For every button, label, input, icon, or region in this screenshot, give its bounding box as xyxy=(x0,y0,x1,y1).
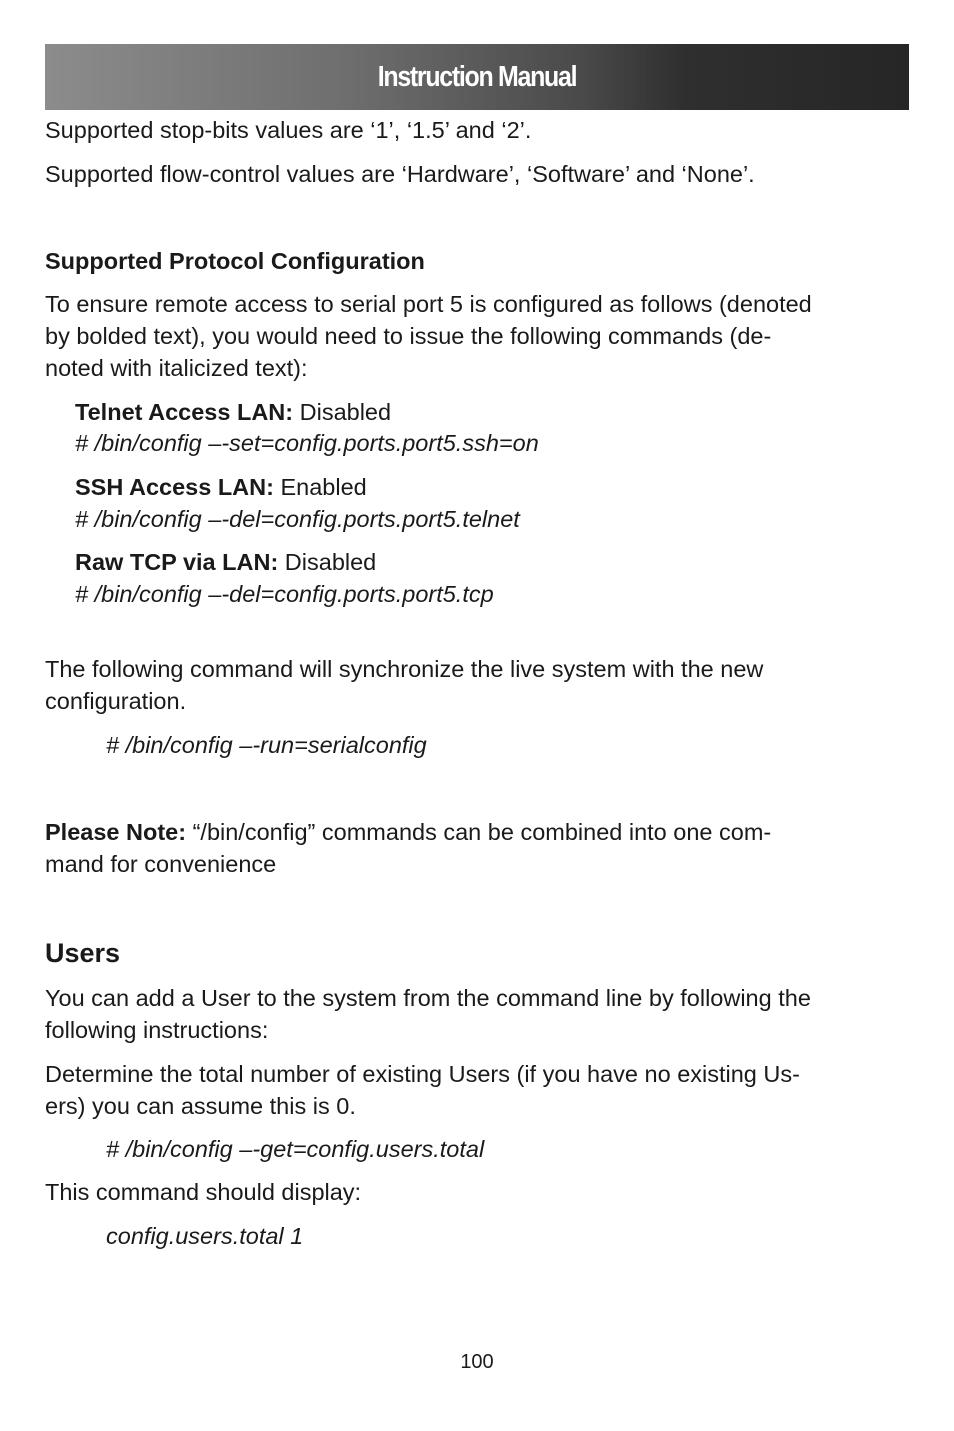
setting-label: Raw TCP via LAN: xyxy=(75,549,279,575)
setting-label: Telnet Access LAN: xyxy=(75,399,294,425)
protocol-para-line-2: by bolded text), you would need to issue the following commands (de- xyxy=(45,323,772,349)
sync-command: # /bin/config –-run=serialconfig xyxy=(106,732,427,758)
stop-bits-text: Supported stop-bits values are ‘1’, ‘1.5’ and ‘2’. xyxy=(45,117,532,143)
sync-para-line-1: The following command will synchronize the live system with the new xyxy=(45,656,764,682)
setting-value: Disabled xyxy=(293,399,392,425)
users-heading: Users xyxy=(45,938,121,968)
users-para1-line-1: You can add a User to the system from the command line by following the xyxy=(45,985,811,1011)
flow-control-text: Supported flow-control values are ‘Hardware’, ‘Software’ and ‘None’. xyxy=(45,161,755,187)
ssh-setting xyxy=(75,471,367,503)
users-command: # /bin/config –-get=config.users.total xyxy=(106,1136,485,1162)
raw-tcp-command: # /bin/config –-del=config.ports.port5.tcp xyxy=(75,581,494,607)
note-text: “/bin/config” commands can be combined into one com- xyxy=(186,819,772,845)
note-label: Please Note: xyxy=(45,819,187,845)
page-number: 100 xyxy=(460,1351,494,1373)
header-bar xyxy=(45,44,909,110)
note-line-1 xyxy=(45,816,771,848)
page-title: Instruction Manual xyxy=(377,61,577,93)
display-label: This command should display: xyxy=(45,1179,362,1205)
setting-value: Enabled xyxy=(273,474,367,500)
sync-para-line-2: configuration. xyxy=(45,688,187,714)
telnet-command: # /bin/config –-set=config.ports.port5.ssh=on xyxy=(75,430,539,456)
setting-value: Disabled xyxy=(278,549,377,575)
protocol-para-line-1: To ensure remote access to serial port 5 is configured as follows (denoted xyxy=(45,291,812,317)
users-para2-line-1: Determine the total number of existing Users (if you have no existing Us- xyxy=(45,1061,800,1087)
users-para2-line-2: ers) you can assume this is 0. xyxy=(45,1093,356,1119)
raw-tcp-setting xyxy=(75,546,376,578)
protocol-para-line-3: noted with italicized text): xyxy=(45,355,308,381)
telnet-setting xyxy=(75,396,391,428)
users-para1-line-2: following instructions: xyxy=(45,1017,269,1043)
note-line-2: mand for convenience xyxy=(45,851,277,877)
setting-label: SSH Access LAN: xyxy=(75,474,274,500)
ssh-command: # /bin/config –-del=config.ports.port5.telnet xyxy=(75,506,520,532)
users-output: config.users.total 1 xyxy=(106,1223,304,1249)
protocol-heading: Supported Protocol Configuration xyxy=(45,248,425,274)
